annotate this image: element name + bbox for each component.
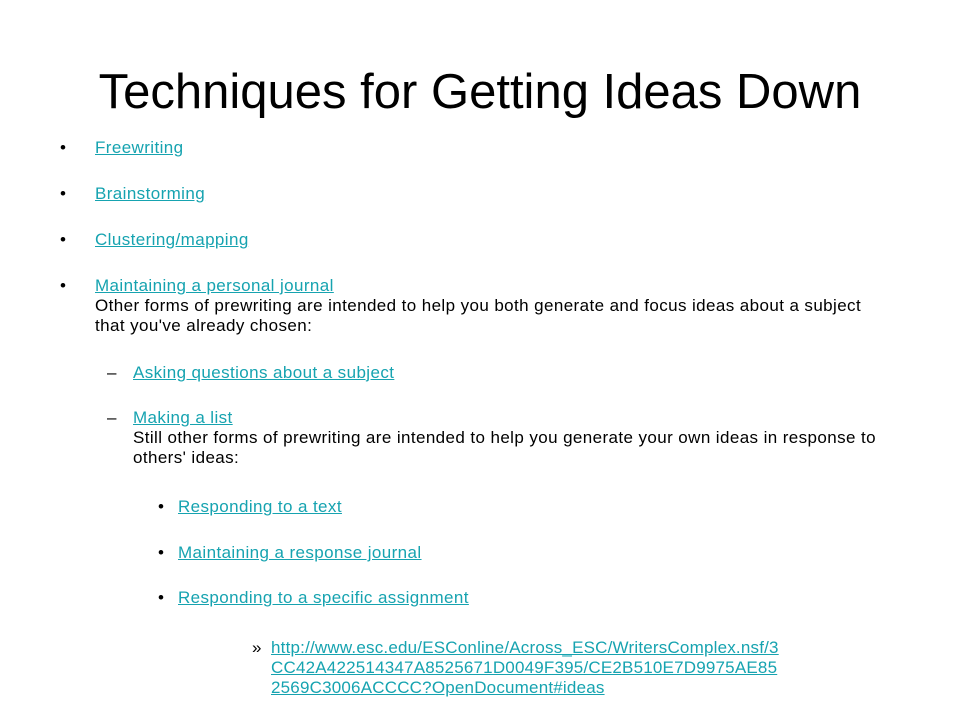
url-line-2: CC42A422514347A8525671D0049F395/CE2B510E7D9975AE85 — [271, 658, 778, 677]
bullet: • — [158, 497, 165, 516]
bullet: • — [158, 588, 165, 607]
url-line-1: http://www.esc.edu/ESConline/Across_ESC/WritersComplex.nsf/3 — [271, 638, 779, 657]
personal-journal-link[interactable]: Maintaining a personal journal — [95, 276, 334, 295]
specific-assignment-link[interactable]: Responding to a specific assignment — [178, 588, 469, 607]
prewriting-others-description: Still other forms of prewriting are intended to help you generate your own ideas in response to others' ideas: — [133, 428, 876, 467]
slide-title: Techniques for Getting Ideas Down — [98, 65, 862, 119]
clustering-mapping-link[interactable]: Clustering/mapping — [95, 230, 249, 249]
dash-bullet: – — [107, 408, 117, 427]
bullet: • — [158, 543, 165, 562]
making-list-link[interactable]: Making a list — [133, 408, 233, 427]
bullet: • — [60, 138, 67, 157]
url-line-3: 2569C3006ACCCC?OpenDocument#ideas — [271, 678, 605, 697]
freewriting-link[interactable]: Freewriting — [95, 138, 184, 157]
responding-text-link[interactable]: Responding to a text — [178, 497, 342, 516]
brainstorming-link[interactable]: Brainstorming — [95, 184, 206, 203]
esc-url-link[interactable] — [271, 638, 931, 698]
dash-bullet: – — [107, 363, 117, 382]
prewriting-description: Other forms of prewriting are intended to help you both generate and focus ideas about a subject that you've already chosen: — [95, 296, 862, 335]
bullet: • — [60, 230, 67, 249]
response-journal-link[interactable]: Maintaining a response journal — [178, 543, 422, 562]
chevron-bullet: » — [252, 638, 262, 657]
bullet: • — [60, 184, 67, 203]
bullet: • — [60, 276, 67, 295]
asking-questions-link[interactable]: Asking questions about a subject — [133, 363, 395, 382]
